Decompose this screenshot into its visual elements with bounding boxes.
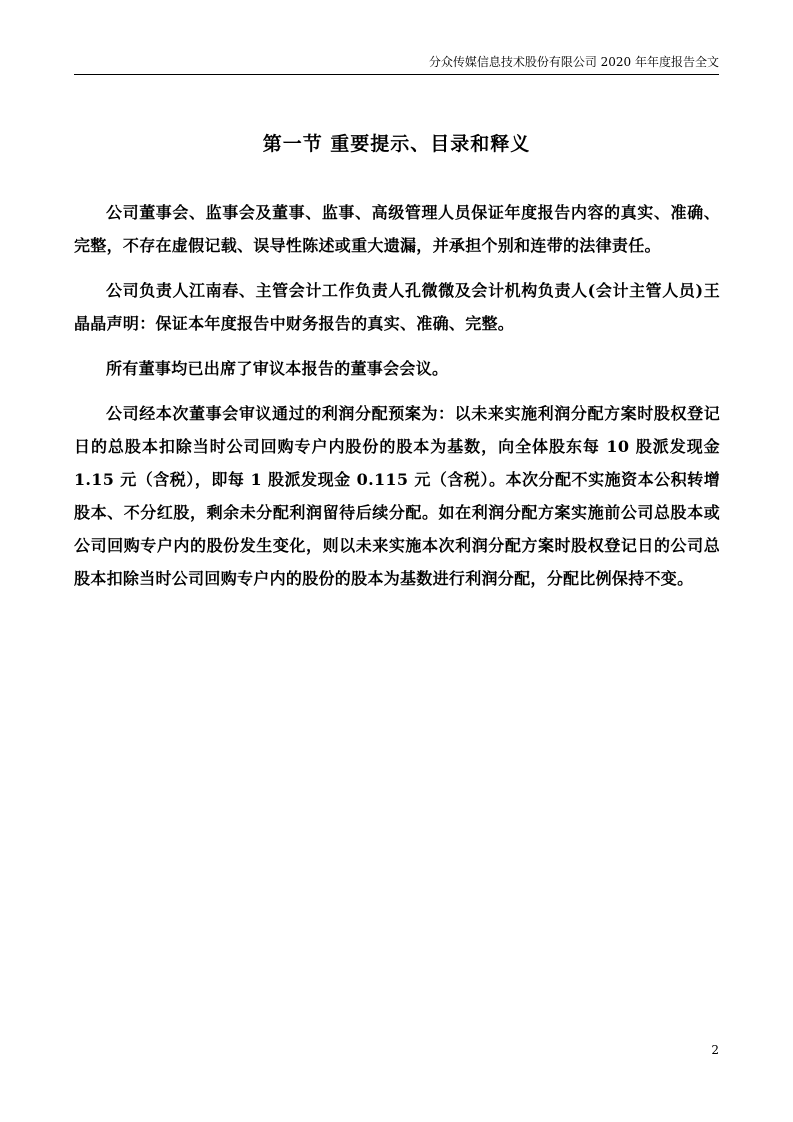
header-title: 分众传媒信息技术股份有限公司 2020 年年度报告全文: [428, 55, 719, 69]
page-number: 2: [711, 1043, 719, 1057]
section-title: 第一节 重要提示、目录和释义: [262, 133, 531, 155]
paragraph-board-attendance: 所有董事均已出席了审议本报告的董事会会议。: [106, 359, 449, 378]
paragraph-financial-declaration: 公司负责人江南春、主管会计工作负责人孔微微及会计机构负责人(会计主管人员)王晶晶声明：保证本年度报告中财务报告的真实、准确、完整。: [74, 281, 720, 333]
paragraph-profit-distribution: 公司经本次董事会审议通过的利润分配预案为：以未来实施利润分配方案时股权登记日的总股本扣除当时公司回购专户内股份的股本为基数，向全体股东每 10 股派发现金 1.15 元（含税），即每 1 股派发现金 0.115 元（含税）。本次分配不实施资本公积转增股本、不分红股，剩余未分配利润留待后续分配。如在利润分配方案实施前公司总股本或公司回购专户内的股份发生变化，则以未来实施本次利润分配方案时股权登记日的公司总股本扣除当时公司回购专户内的股份的股本为基数进行利润分配，分配比例保持不变。: [74, 404, 720, 588]
body-text: [74, 196, 720, 607]
page-header: [74, 52, 719, 75]
paragraph-responsibility-statement: 公司董事会、监事会及董事、监事、高级管理人员保证年度报告内容的真实、准确、完整，不存在虚假记载、误导性陈述或重大遗漏，并承担个别和连带的法律责任。: [74, 203, 720, 255]
